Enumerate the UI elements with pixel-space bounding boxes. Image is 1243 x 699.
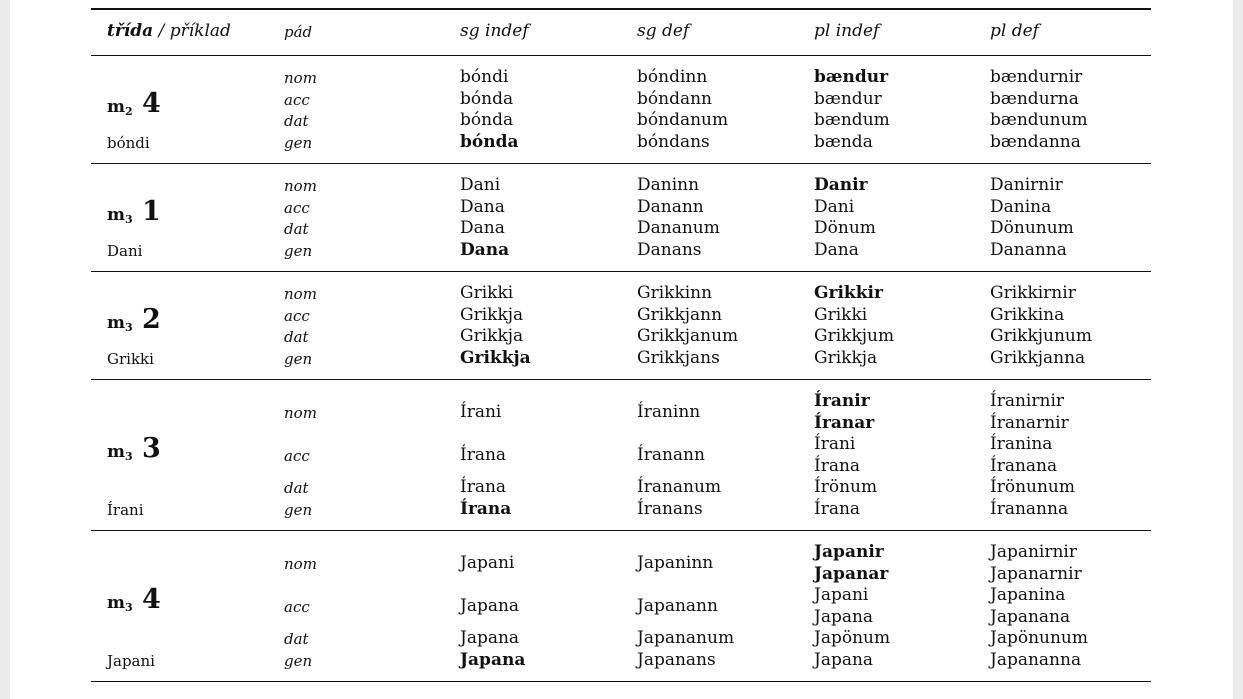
form-pl-def: bændurna	[990, 88, 1079, 109]
form-sg-def: Japananum	[637, 628, 735, 648]
form-pl-indef: bændur	[814, 88, 882, 109]
case-label: dat	[284, 220, 309, 238]
form-sg-def: Írananum	[637, 477, 722, 497]
form-pl-indef: Dani	[814, 196, 855, 217]
class-label	[107, 304, 161, 335]
form-pl-def: Japanana	[990, 606, 1071, 627]
case-label: acc	[284, 306, 310, 325]
form-pl-def: Grikkjanna	[990, 347, 1086, 368]
form-pl-def: Japanina	[990, 585, 1066, 605]
form-sg-def: Grikkjann	[637, 304, 723, 325]
form-pl-def: Japanirnir	[990, 542, 1077, 562]
form-sg-indef: bónda	[460, 88, 514, 109]
form-sg-indef: Grikki	[460, 283, 514, 303]
form-pl-def: Dananna	[990, 239, 1067, 260]
case-label: acc	[284, 446, 310, 465]
form-pl-def: Japananna	[990, 649, 1082, 670]
form-pl-indef: Íranir	[814, 391, 870, 411]
form-sg-def: bóndann	[637, 88, 712, 109]
class-number: 4	[132, 87, 161, 119]
form-pl-def: Írönunum	[990, 477, 1075, 497]
form-pl-def: Danina	[990, 196, 1052, 217]
form-pl-indef: Japana	[814, 606, 874, 627]
form-pl-def: bændunum	[990, 110, 1088, 130]
case-label: nom	[284, 554, 317, 573]
case-label: gen	[284, 651, 313, 670]
form-pl-indef: Dönum	[814, 218, 876, 238]
class-subscript: 3	[125, 320, 133, 334]
form-sg-indef: Írani	[460, 401, 502, 422]
form-pl-def: Íranarnir	[990, 412, 1069, 433]
form-pl-indef: Grikkja	[814, 347, 878, 368]
case-label: acc	[284, 597, 310, 616]
group-rule	[91, 530, 1151, 531]
case-label: acc	[284, 198, 310, 217]
form-sg-def: Íraninn	[637, 401, 701, 422]
case-label: dat	[284, 328, 309, 346]
form-pl-indef: Japani	[814, 585, 869, 605]
case-label: nom	[284, 285, 317, 303]
class-gender: m	[107, 442, 125, 462]
case-label: gen	[284, 349, 313, 368]
lemma: Dani	[107, 241, 143, 260]
class-gender: m	[107, 96, 125, 117]
document-page	[10, 0, 1233, 699]
class-number: 1	[132, 195, 161, 227]
lemma: Grikki	[107, 349, 154, 368]
form-sg-indef: bónda	[460, 131, 519, 152]
header-class-label: třída	[107, 21, 154, 41]
case-label: acc	[284, 90, 310, 109]
case-label: nom	[284, 69, 317, 87]
form-sg-indef: Írana	[460, 477, 507, 497]
form-sg-def: bóndanum	[637, 110, 729, 130]
class-number: 4	[132, 584, 161, 615]
header-separator: /	[158, 21, 165, 41]
form-pl-def: Japönunum	[990, 628, 1088, 648]
group-rule	[91, 163, 1151, 164]
form-pl-indef: Írana	[814, 498, 861, 519]
class-gender: m	[107, 312, 125, 333]
form-sg-def: Japanans	[637, 649, 716, 670]
form-sg-indef: bónda	[460, 110, 514, 130]
form-sg-indef: Dani	[460, 175, 501, 195]
form-sg-indef: Írana	[460, 498, 512, 519]
form-pl-def: Írananna	[990, 498, 1069, 519]
class-gender: m	[107, 204, 125, 225]
form-sg-indef: Írana	[460, 444, 507, 465]
form-pl-def: Grikkina	[990, 304, 1065, 325]
form-sg-def: Dananum	[637, 218, 720, 238]
form-pl-indef: Írana	[814, 455, 861, 476]
form-pl-indef: Íranar	[814, 412, 875, 433]
header-example-label: příklad	[169, 21, 231, 41]
form-pl-indef: Dana	[814, 239, 859, 260]
form-sg-indef: Japana	[460, 649, 526, 670]
class-subscript: 3	[125, 212, 133, 226]
form-pl-indef: bændum	[814, 110, 890, 130]
form-pl-indef: Japanar	[814, 563, 889, 584]
case-label: gen	[284, 241, 313, 260]
header-sg-def: sg def	[637, 21, 690, 41]
class-number: 2	[132, 303, 161, 335]
form-sg-def: Íranans	[637, 498, 703, 519]
form-sg-indef: Japana	[460, 628, 520, 648]
form-sg-def: Grikkjanum	[637, 326, 739, 346]
form-sg-def: Danann	[637, 196, 704, 217]
group-rule	[91, 681, 1151, 682]
header-case: pád	[284, 23, 313, 41]
group-rule	[91, 271, 1151, 272]
class-label	[107, 196, 161, 227]
form-sg-indef: Dana	[460, 239, 510, 260]
form-sg-indef: Grikkja	[460, 304, 524, 325]
case-label: dat	[284, 630, 309, 648]
class-subscript: 3	[125, 450, 133, 463]
header-pl-indef: pl indef	[814, 21, 880, 41]
table-top-rule	[91, 8, 1151, 10]
form-sg-def: Íranann	[637, 444, 705, 465]
form-pl-indef: Japana	[814, 649, 874, 670]
case-label: gen	[284, 500, 313, 519]
form-sg-def: Grikkinn	[637, 283, 713, 303]
form-sg-def: Japanann	[637, 595, 718, 616]
form-sg-indef: Japani	[460, 552, 515, 573]
class-label	[107, 584, 161, 615]
lemma: Írani	[107, 500, 144, 519]
class-subscript: 2	[125, 104, 133, 118]
lemma: bóndi	[107, 133, 150, 152]
form-pl-def: Japanarnir	[990, 563, 1082, 584]
group-rule	[91, 379, 1151, 380]
form-pl-indef: Írönum	[814, 477, 878, 497]
form-pl-def: Íranirnir	[990, 391, 1065, 411]
form-sg-indef: Dana	[460, 196, 505, 217]
header-rule	[91, 55, 1151, 56]
form-pl-def: Dönunum	[990, 218, 1074, 238]
case-label: nom	[284, 403, 317, 422]
form-pl-indef: Grikkjum	[814, 326, 895, 346]
form-sg-def: bóndinn	[637, 67, 708, 87]
form-pl-indef: Danir	[814, 175, 868, 195]
class-label	[107, 88, 161, 119]
case-label: dat	[284, 112, 309, 130]
case-label: dat	[284, 479, 309, 497]
form-pl-def: Danirnir	[990, 175, 1063, 195]
class-label	[107, 433, 161, 464]
form-pl-indef: Japönum	[814, 628, 891, 648]
form-pl-indef: bændur	[814, 67, 889, 87]
form-sg-def: bóndans	[637, 131, 710, 152]
header-class	[107, 21, 231, 41]
form-sg-indef: Grikkja	[460, 326, 524, 346]
header-sg-indef: sg indef	[460, 21, 529, 41]
form-sg-def: Grikkjans	[637, 347, 720, 368]
case-label: nom	[284, 177, 317, 195]
form-sg-indef: Japana	[460, 595, 520, 616]
form-pl-def: bændurnir	[990, 67, 1083, 87]
form-sg-indef: Grikkja	[460, 347, 531, 368]
case-label: gen	[284, 133, 313, 152]
form-sg-indef: bóndi	[460, 67, 509, 87]
header-pl-def: pl def	[990, 21, 1039, 41]
form-pl-indef: Grikki	[814, 304, 868, 325]
form-pl-indef: bænda	[814, 131, 873, 152]
form-pl-indef: Írani	[814, 434, 856, 454]
class-gender: m	[107, 593, 125, 613]
class-number: 3	[132, 433, 161, 464]
form-sg-indef: Dana	[460, 218, 505, 238]
form-sg-def: Danans	[637, 239, 702, 260]
form-pl-indef: Grikkir	[814, 283, 883, 303]
form-pl-def: Grikkirnir	[990, 283, 1076, 303]
form-pl-def: bændanna	[990, 131, 1081, 152]
form-sg-def: Daninn	[637, 175, 700, 195]
form-pl-def: Grikkjunum	[990, 326, 1092, 346]
form-pl-indef: Japanir	[814, 542, 884, 562]
lemma: Japani	[107, 651, 155, 670]
class-subscript: 3	[125, 601, 133, 614]
form-pl-def: Íranana	[990, 455, 1058, 476]
form-pl-def: Íranina	[990, 434, 1053, 454]
form-sg-def: Japaninn	[637, 552, 714, 573]
